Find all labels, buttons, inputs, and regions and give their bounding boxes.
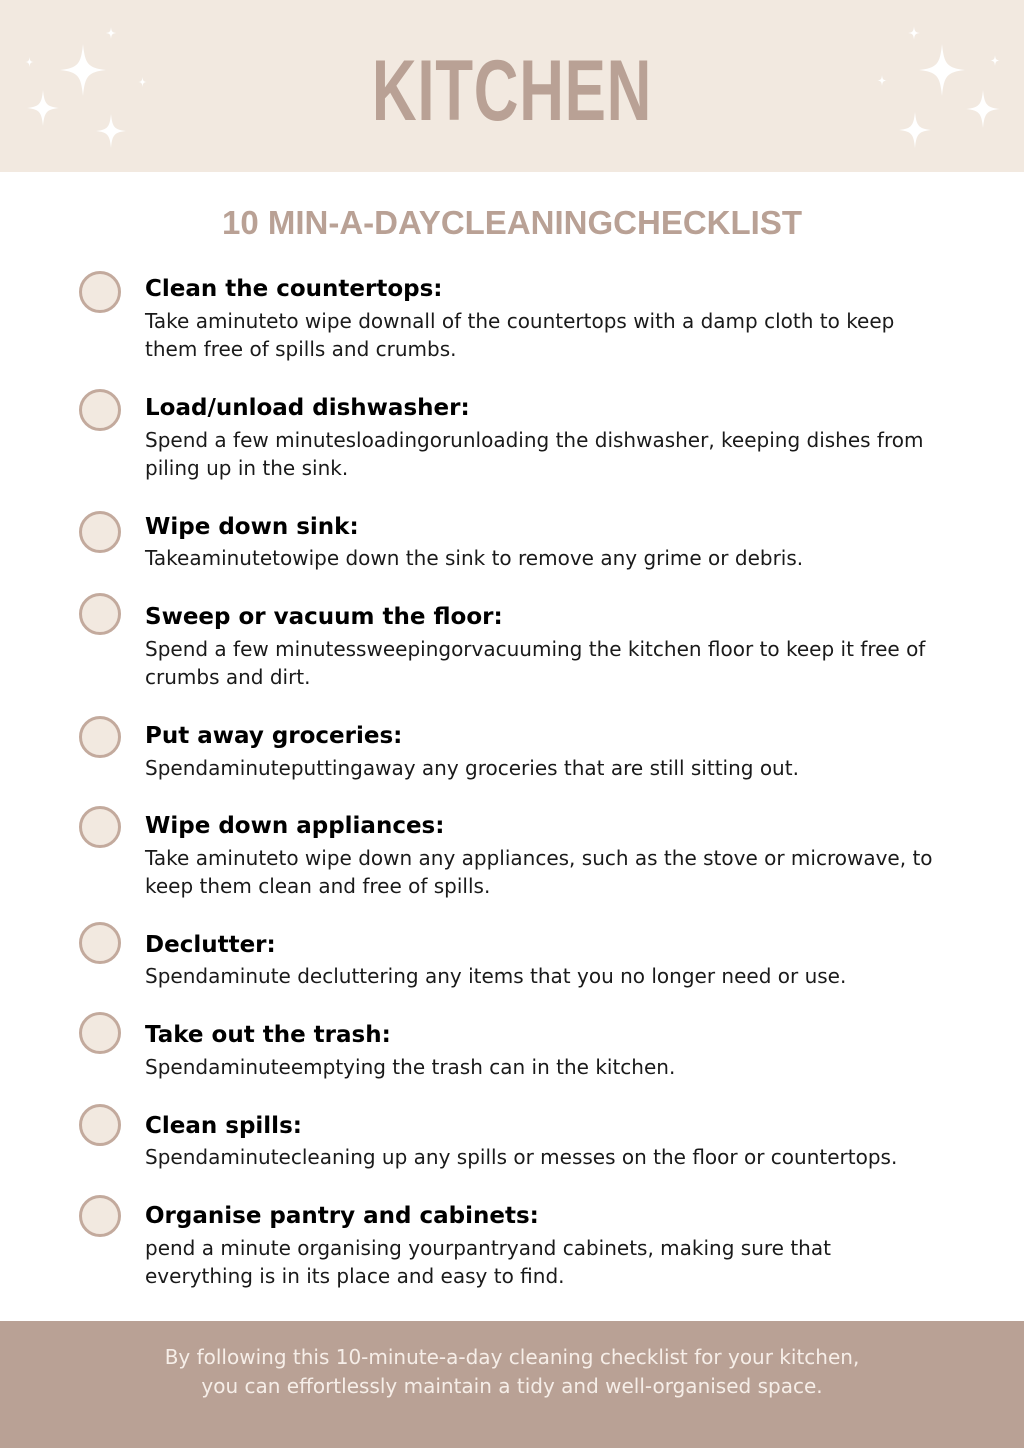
sparkle-icon bbox=[966, 90, 1000, 128]
item-title: Wipe down sink: bbox=[145, 514, 359, 540]
item-description: Take aminuteto wipe downall of the countertops with a damp cloth to keep them free of spills and crumbs. bbox=[145, 309, 895, 361]
item-description: Spend a few minutesloadingorunloading the dishwasher, keeping dishes from piling up in the sink. bbox=[145, 428, 924, 480]
footer-text bbox=[100, 1343, 924, 1401]
checkbox-circle-icon[interactable] bbox=[79, 271, 121, 313]
item-title: Declutter: bbox=[145, 932, 276, 958]
checkbox-circle-icon[interactable] bbox=[79, 806, 121, 848]
checkbox-circle-icon[interactable] bbox=[79, 1195, 121, 1237]
item-title: Clean spills: bbox=[145, 1113, 302, 1139]
sparkle-icon bbox=[105, 27, 117, 39]
page-title: KITCHEN bbox=[371, 43, 653, 139]
item-description: Spendaminute decluttering any items that you no longer need or use. bbox=[145, 964, 847, 988]
checkbox-circle-icon[interactable] bbox=[79, 1104, 121, 1146]
item-title: Sweep or vacuum the floor: bbox=[145, 604, 503, 630]
item-title: Wipe down appliances: bbox=[145, 813, 445, 839]
item-description: pend a minute organising yourpantryand cabinets, making sure that everything is in its place and easy to find. bbox=[145, 1236, 831, 1288]
checkbox-circle-icon[interactable] bbox=[79, 1012, 121, 1054]
sparkle-icon bbox=[25, 57, 34, 67]
item-title: Load/unload dishwasher: bbox=[145, 395, 470, 421]
checkbox-circle-icon[interactable] bbox=[79, 593, 121, 635]
checkbox-circle-icon[interactable] bbox=[79, 511, 121, 553]
footer-line: you can effortlessly maintain a tidy and well-organised space. bbox=[201, 1374, 823, 1398]
sparkle-icon bbox=[919, 44, 965, 96]
sparkle-icon bbox=[96, 113, 126, 149]
checkbox-circle-icon[interactable] bbox=[79, 716, 121, 758]
item-description: Spendaminuteemptying the trash can in the kitchen. bbox=[145, 1055, 676, 1079]
item-description: Take aminuteto wipe down any appliances, such as the stove or microwave, to keep them clean and free of spills. bbox=[145, 846, 933, 898]
item-description: Spendaminutecleaning up any spills or messes on the floor or countertops. bbox=[145, 1145, 898, 1169]
checklist-subtitle: 10 MIN-A-DAYCLEANINGCHECKLIST bbox=[222, 204, 802, 241]
item-title: Organise pantry and cabinets: bbox=[145, 1203, 539, 1229]
item-title: Take out the trash: bbox=[145, 1022, 391, 1048]
item-description: Takeaminutetowipe down the sink to remove any grime or debris. bbox=[145, 546, 804, 570]
item-title: Put away groceries: bbox=[145, 723, 403, 749]
sparkle-icon bbox=[27, 90, 59, 126]
item-description: Spend a few minutessweepingorvacuuming the kitchen floor to keep it free of crumbs and dirt. bbox=[145, 637, 926, 689]
sparkle-icon bbox=[990, 55, 1000, 66]
item-description: Spendaminuteputtingaway any groceries that are still sitting out. bbox=[145, 756, 799, 780]
sparkle-icon bbox=[908, 26, 920, 40]
item-title: Clean the countertops: bbox=[145, 276, 443, 302]
checkbox-circle-icon[interactable] bbox=[79, 389, 121, 431]
sparkle-icon bbox=[60, 44, 106, 96]
checkbox-circle-icon[interactable] bbox=[79, 922, 121, 964]
footer-line: By following this 10-minute-a-day cleaning checklist for your kitchen, bbox=[164, 1345, 860, 1369]
sparkle-icon bbox=[899, 111, 931, 149]
